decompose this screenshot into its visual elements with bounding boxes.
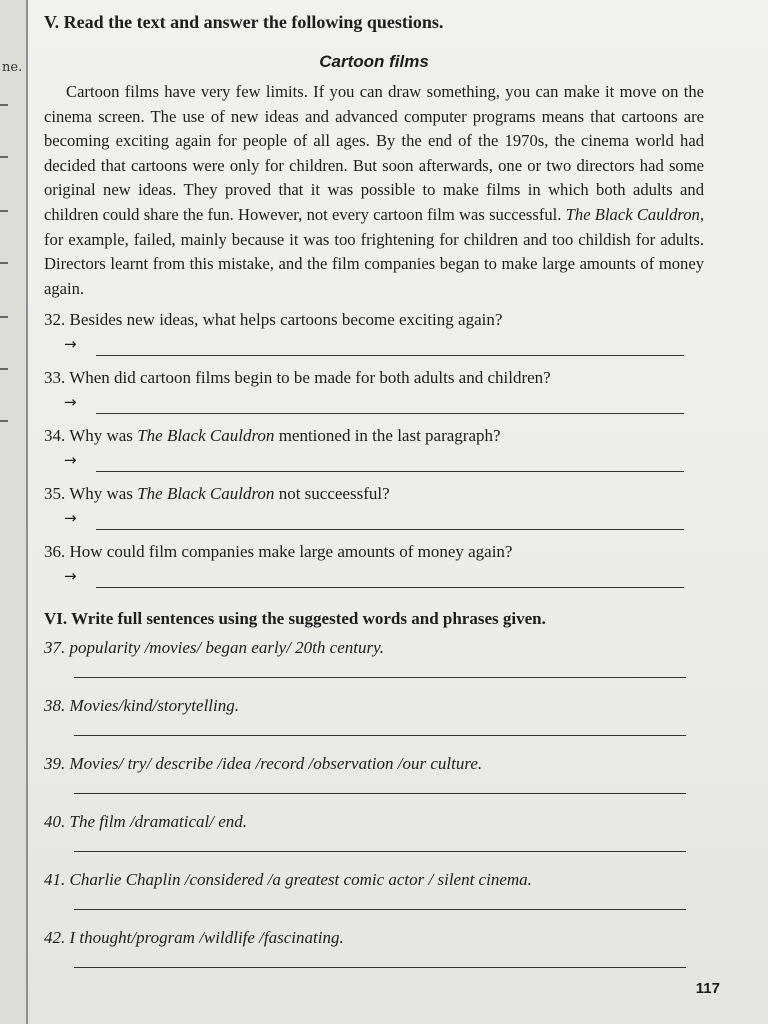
- item-38: 38. Movies/kind/storytelling.: [44, 696, 239, 716]
- item-40: 40. The film /dramatical/ end.: [44, 812, 248, 832]
- question-34-text-end: mentioned in the last paragraph?: [274, 426, 501, 446]
- edge-tick: [0, 420, 8, 422]
- section-v-heading: V. Read the text and answer the following questions.: [44, 12, 444, 32]
- edge-tick: [0, 210, 8, 212]
- answer-line-35[interactable]: [64, 505, 704, 535]
- passage-part-b: , for example, failed, mainly because it was too frightening for children and too childish for adults. Directors learnt from this mistake, and the film companies began to make large amounts of money again.: [44, 204, 704, 298]
- passage-text: [44, 80, 704, 301]
- arrow-icon: →: [64, 393, 77, 412]
- question-34-text: 34. Why was: [44, 426, 138, 446]
- item-41: 41. Charlie Chaplin /considered /a greatest comic actor / silent cinema.: [44, 870, 532, 890]
- writing-line-40[interactable]: [44, 833, 704, 861]
- writing-line-41[interactable]: [44, 891, 704, 919]
- answer-line-32[interactable]: [64, 331, 704, 361]
- question-33: 33. When did cartoon films begin to be made for both adults and children?: [44, 368, 551, 388]
- question-34: [44, 425, 704, 447]
- arrow-icon: →: [64, 509, 77, 528]
- answer-line-34[interactable]: [64, 447, 704, 477]
- arrow-icon: →: [64, 335, 77, 354]
- arrow-icon: →: [64, 567, 77, 586]
- writing-line-42[interactable]: [44, 949, 704, 977]
- passage-part-a: Cartoon films have very few limits. If you can draw something, you can make it move on the cinema screen. The use of new ideas and advanced computer programs means that cartoons are becoming exciting again for people of all ages. By the end of the 1970s, the cinema world had decided that cartoons were only for children. But soon afterwards, one or two directors had some original new ideas. They proved that it was possible to make films in which both adults and children could share the fun. However, not every cartoon film was successful.: [44, 82, 704, 224]
- passage-film-title: The Black Cauldron: [565, 204, 700, 224]
- question-35-film: The Black Cauldron: [137, 484, 275, 504]
- writing-line-38[interactable]: [44, 717, 704, 745]
- edge-tick: [0, 104, 8, 106]
- answer-line-36[interactable]: [64, 563, 704, 593]
- writing-line-37[interactable]: [44, 659, 704, 687]
- question-32: 32. Besides new ideas, what helps cartoons become exciting again?: [44, 310, 503, 330]
- margin-fragment: ne.: [2, 60, 23, 75]
- edge-tick: [0, 368, 8, 370]
- passage-title: Cartoon films: [319, 52, 429, 71]
- item-42: 42. I thought/program /wildlife /fascinating.: [44, 928, 344, 948]
- previous-page-edge: [0, 0, 28, 1024]
- question-36: 36. How could film companies make large amounts of money again?: [44, 542, 513, 562]
- page-number: 117: [695, 980, 720, 997]
- answer-line-33[interactable]: [64, 389, 704, 419]
- question-35-text: 35. Why was: [44, 484, 138, 504]
- arrow-icon: →: [64, 451, 77, 470]
- edge-tick: [0, 156, 8, 158]
- section-vi-heading: VI. Write full sentences using the suggested words and phrases given.: [44, 609, 546, 629]
- edge-tick: [0, 262, 8, 264]
- page-content: [44, 10, 704, 977]
- question-35: [44, 483, 704, 505]
- item-37: 37. popularity /movies/ began early/ 20th century.: [44, 638, 384, 658]
- question-34-film: The Black Cauldron: [137, 426, 275, 446]
- question-35-text-end: not succeessful?: [274, 484, 390, 504]
- edge-tick: [0, 316, 8, 318]
- item-39: 39. Movies/ try/ describe /idea /record /observation /our culture.: [44, 754, 483, 774]
- writing-line-39[interactable]: [44, 775, 704, 803]
